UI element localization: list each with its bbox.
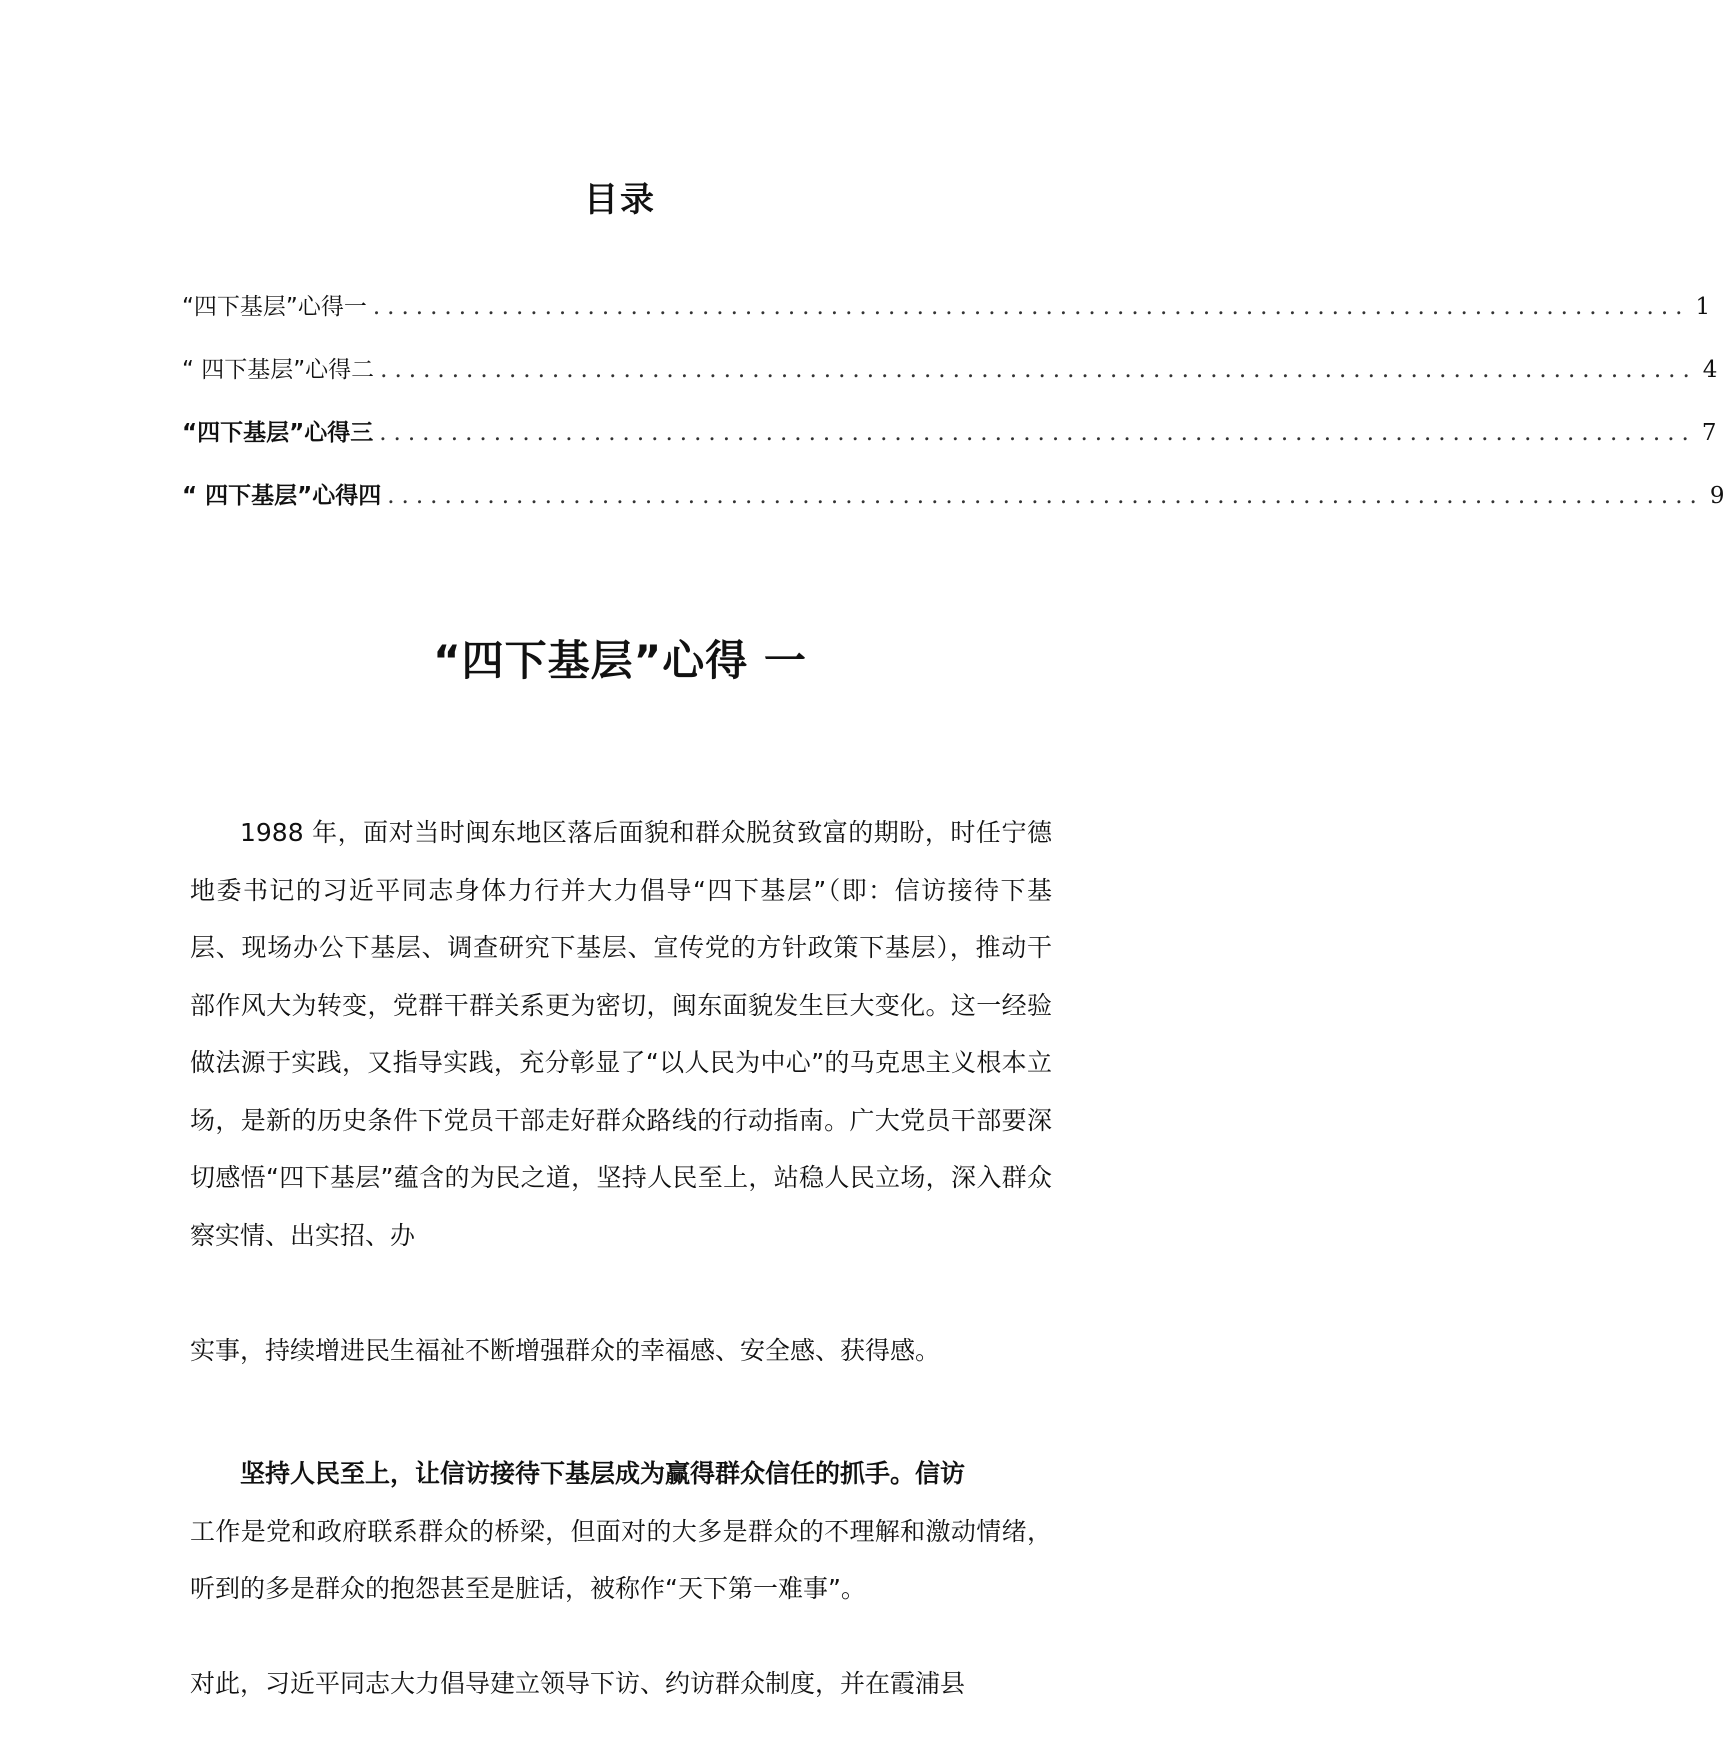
toc-leader-dots: ............................................................................................ xyxy=(379,420,1696,446)
toc-entry[interactable] xyxy=(182,477,1725,509)
toc-entry[interactable] xyxy=(182,288,1711,320)
body-paragraph: 对此，习近平同志大力倡导建立领导下访、约访群众制度，并在霞浦县 xyxy=(190,1669,966,1698)
toc-leader-dots: ............................................................................................ xyxy=(380,357,1697,383)
body-paragraph xyxy=(190,1445,1052,1618)
toc-entry-label: “ 四下基层”心得二 xyxy=(182,357,375,383)
toc-entry-page: 9 xyxy=(1709,483,1725,509)
toc-entry[interactable] xyxy=(182,351,1718,383)
toc-entry-label: “四下基层”心得三 xyxy=(182,420,374,446)
toc-title: 目录 xyxy=(584,180,656,220)
toc-leader-dots: ............................................................................................ xyxy=(372,294,1690,320)
body-paragraph: 1988 年，面对当时闽东地区落后面貌和群众脱贫致富的期盼，时任宁德地委书记的习近平同志身体力行并大力倡导“四下基层”（即：信访接待下基层、现场办公下基层、调查研究下基层、宣传党的方针政策下基层），推动干部作风大为转变，党群干群关系更为密切，闽东面貌发生巨大变化。这一经验做法源于实践，又指导实践，充分彰显了“以人民为中心”的马克思主义根本立场，是新的历史条件下党员干部走好群众路线的行动指南。广大党员干部要深切感悟“四下基层”蕴含的为民之道，坚持人民至上，站稳人民立场，深入群众察实情、出实招、办 xyxy=(190,818,1052,1250)
toc-entry-label: “ 四下基层”心得四 xyxy=(182,483,382,509)
toc-entry-page: 7 xyxy=(1701,420,1717,446)
toc-entry-label: “四下基层”心得一 xyxy=(182,294,367,320)
body-paragraph: 实事，持续增进民生福祉不断增强群众的幸福感、安全感、获得感。 xyxy=(190,1336,941,1365)
article-title: “四下基层”心得 一 xyxy=(433,636,807,685)
paragraph-continuation: 工作是党和政府联系群众的桥梁，但面对的大多是群众的不理解和激动情绪，听到的多是群众的抱怨甚至是脏话，被称作“天下第一难事”。 xyxy=(190,1516,1052,1603)
toc-entry[interactable] xyxy=(182,414,1717,446)
toc-leader-dots: ............................................................................................ xyxy=(387,483,1704,509)
toc-entry-page: 1 xyxy=(1695,294,1711,320)
toc-entry-page: 4 xyxy=(1702,357,1718,383)
paragraph-lead-sentence: 坚持人民至上，让信访接待下基层成为赢得群众信任的抓手。信访 xyxy=(240,1459,966,1488)
table-of-contents xyxy=(182,288,1725,540)
